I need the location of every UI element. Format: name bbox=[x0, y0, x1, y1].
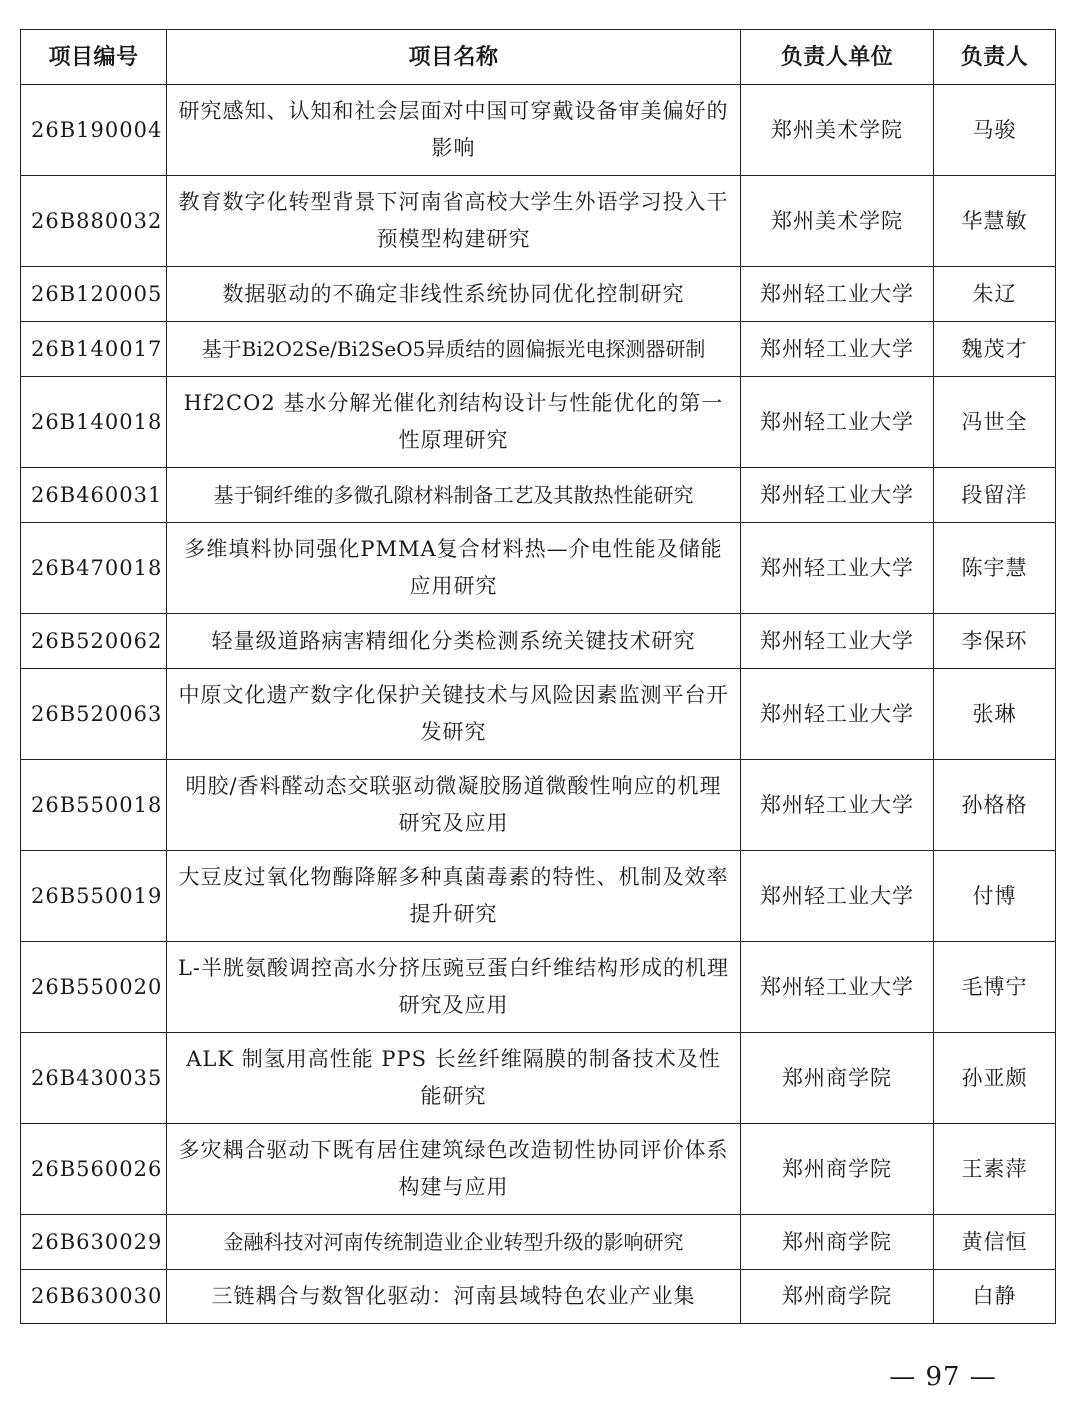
project-code-cell: 26B460031 bbox=[21, 468, 167, 523]
page-number: — 97 — bbox=[889, 1362, 997, 1392]
header-responsible-unit: 负责人单位 bbox=[741, 30, 934, 85]
table-row bbox=[21, 322, 1056, 377]
project-name-cell: L-半胱氨酸调控高水分挤压豌豆蛋白纤维结构形成的机理研究及应用 bbox=[167, 942, 741, 1033]
responsible-person-cell: 孙格格 bbox=[934, 760, 1056, 851]
responsible-unit-cell: 郑州商学院 bbox=[741, 1215, 934, 1270]
project-name-cell: 大豆皮过氧化物酶降解多种真菌毒素的特性、机制及效率提升研究 bbox=[167, 851, 741, 942]
responsible-person-cell: 冯世全 bbox=[934, 377, 1056, 468]
project-code-cell: 26B550018 bbox=[21, 760, 167, 851]
responsible-unit-cell: 郑州商学院 bbox=[741, 1270, 934, 1324]
project-name-cell: 教育数字化转型背景下河南省高校大学生外语学习投入干预模型构建研究 bbox=[167, 176, 741, 267]
table-row bbox=[21, 267, 1056, 322]
table-row bbox=[21, 614, 1056, 669]
table-row bbox=[21, 377, 1056, 468]
project-code-cell: 26B560026 bbox=[21, 1124, 167, 1215]
responsible-person-cell: 毛博宁 bbox=[934, 942, 1056, 1033]
project-name-cell: 数据驱动的不确定非线性系统协同优化控制研究 bbox=[167, 267, 741, 322]
project-code-cell: 26B520062 bbox=[21, 614, 167, 669]
project-name-cell: 多维填料协同强化PMMA复合材料热—介电性能及储能应用研究 bbox=[167, 523, 741, 614]
project-code-cell: 26B190004 bbox=[21, 85, 167, 176]
responsible-unit-cell: 郑州轻工业大学 bbox=[741, 377, 934, 468]
project-name-cell: 轻量级道路病害精细化分类检测系统关键技术研究 bbox=[167, 614, 741, 669]
table-row bbox=[21, 176, 1056, 267]
responsible-person-cell: 孙亚颇 bbox=[934, 1033, 1056, 1124]
table-row bbox=[21, 942, 1056, 1033]
project-code-cell: 26B630030 bbox=[21, 1270, 167, 1324]
responsible-unit-cell: 郑州轻工业大学 bbox=[741, 669, 934, 760]
table-row bbox=[21, 669, 1056, 760]
responsible-person-cell: 段留洋 bbox=[934, 468, 1056, 523]
responsible-person-cell: 华慧敏 bbox=[934, 176, 1056, 267]
table-row bbox=[21, 85, 1056, 176]
project-code-cell: 26B140017 bbox=[21, 322, 167, 377]
table-header-row bbox=[21, 30, 1056, 85]
project-name-cell: 明胶/香料醛动态交联驱动微凝胶肠道微酸性响应的机理研究及应用 bbox=[167, 760, 741, 851]
table-row bbox=[21, 468, 1056, 523]
responsible-unit-cell: 郑州商学院 bbox=[741, 1124, 934, 1215]
table-row bbox=[21, 523, 1056, 614]
header-project-code: 项目编号 bbox=[21, 30, 167, 85]
project-name-cell: 金融科技对河南传统制造业企业转型升级的影响研究 bbox=[167, 1215, 741, 1270]
header-responsible-person: 负责人 bbox=[934, 30, 1056, 85]
project-code-cell: 26B470018 bbox=[21, 523, 167, 614]
project-name-cell: 基于铜纤维的多微孔隙材料制备工艺及其散热性能研究 bbox=[167, 468, 741, 523]
responsible-person-cell: 黄信恒 bbox=[934, 1215, 1056, 1270]
responsible-person-cell: 陈宇慧 bbox=[934, 523, 1056, 614]
project-code-cell: 26B630029 bbox=[21, 1215, 167, 1270]
table-row bbox=[21, 760, 1056, 851]
project-name-cell: 研究感知、认知和社会层面对中国可穿戴设备审美偏好的影响 bbox=[167, 85, 741, 176]
project-name-cell: 多灾耦合驱动下既有居住建筑绿色改造韧性协同评价体系构建与应用 bbox=[167, 1124, 741, 1215]
responsible-person-cell: 王素萍 bbox=[934, 1124, 1056, 1215]
responsible-unit-cell: 郑州轻工业大学 bbox=[741, 942, 934, 1033]
table-row bbox=[21, 1270, 1056, 1324]
responsible-unit-cell: 郑州美术学院 bbox=[741, 176, 934, 267]
responsible-person-cell: 白静 bbox=[934, 1270, 1056, 1324]
responsible-unit-cell: 郑州轻工业大学 bbox=[741, 322, 934, 377]
table-row bbox=[21, 1215, 1056, 1270]
project-code-cell: 26B520063 bbox=[21, 669, 167, 760]
responsible-unit-cell: 郑州轻工业大学 bbox=[741, 267, 934, 322]
project-code-cell: 26B550020 bbox=[21, 942, 167, 1033]
responsible-unit-cell: 郑州商学院 bbox=[741, 1033, 934, 1124]
project-code-cell: 26B880032 bbox=[21, 176, 167, 267]
project-code-cell: 26B120005 bbox=[21, 267, 167, 322]
responsible-unit-cell: 郑州轻工业大学 bbox=[741, 614, 934, 669]
responsible-unit-cell: 郑州轻工业大学 bbox=[741, 523, 934, 614]
responsible-unit-cell: 郑州美术学院 bbox=[741, 85, 934, 176]
responsible-unit-cell: 郑州轻工业大学 bbox=[741, 760, 934, 851]
project-name-cell: 中原文化遗产数字化保护关键技术与风险因素监测平台开发研究 bbox=[167, 669, 741, 760]
project-name-cell: 三链耦合与数智化驱动：河南县域特色农业产业集 bbox=[167, 1270, 741, 1324]
project-code-cell: 26B550019 bbox=[21, 851, 167, 942]
header-project-name: 项目名称 bbox=[167, 30, 741, 85]
responsible-unit-cell: 郑州轻工业大学 bbox=[741, 851, 934, 942]
project-table bbox=[20, 29, 1056, 1324]
project-code-cell: 26B430035 bbox=[21, 1033, 167, 1124]
responsible-person-cell: 张琳 bbox=[934, 669, 1056, 760]
project-code-cell: 26B140018 bbox=[21, 377, 167, 468]
responsible-person-cell: 李保环 bbox=[934, 614, 1056, 669]
table-row bbox=[21, 851, 1056, 942]
table-row bbox=[21, 1124, 1056, 1215]
project-name-cell: Hf2CO2 基水分解光催化剂结构设计与性能优化的第一性原理研究 bbox=[167, 377, 741, 468]
responsible-person-cell: 朱辽 bbox=[934, 267, 1056, 322]
responsible-person-cell: 马骏 bbox=[934, 85, 1056, 176]
table-row bbox=[21, 1033, 1056, 1124]
project-name-cell: ALK 制氢用高性能 PPS 长丝纤维隔膜的制备技术及性能研究 bbox=[167, 1033, 741, 1124]
responsible-unit-cell: 郑州轻工业大学 bbox=[741, 468, 934, 523]
responsible-person-cell: 魏茂才 bbox=[934, 322, 1056, 377]
project-name-cell: 基于Bi2O2Se/Bi2SeO5异质结的圆偏振光电探测器研制 bbox=[167, 322, 741, 377]
responsible-person-cell: 付博 bbox=[934, 851, 1056, 942]
